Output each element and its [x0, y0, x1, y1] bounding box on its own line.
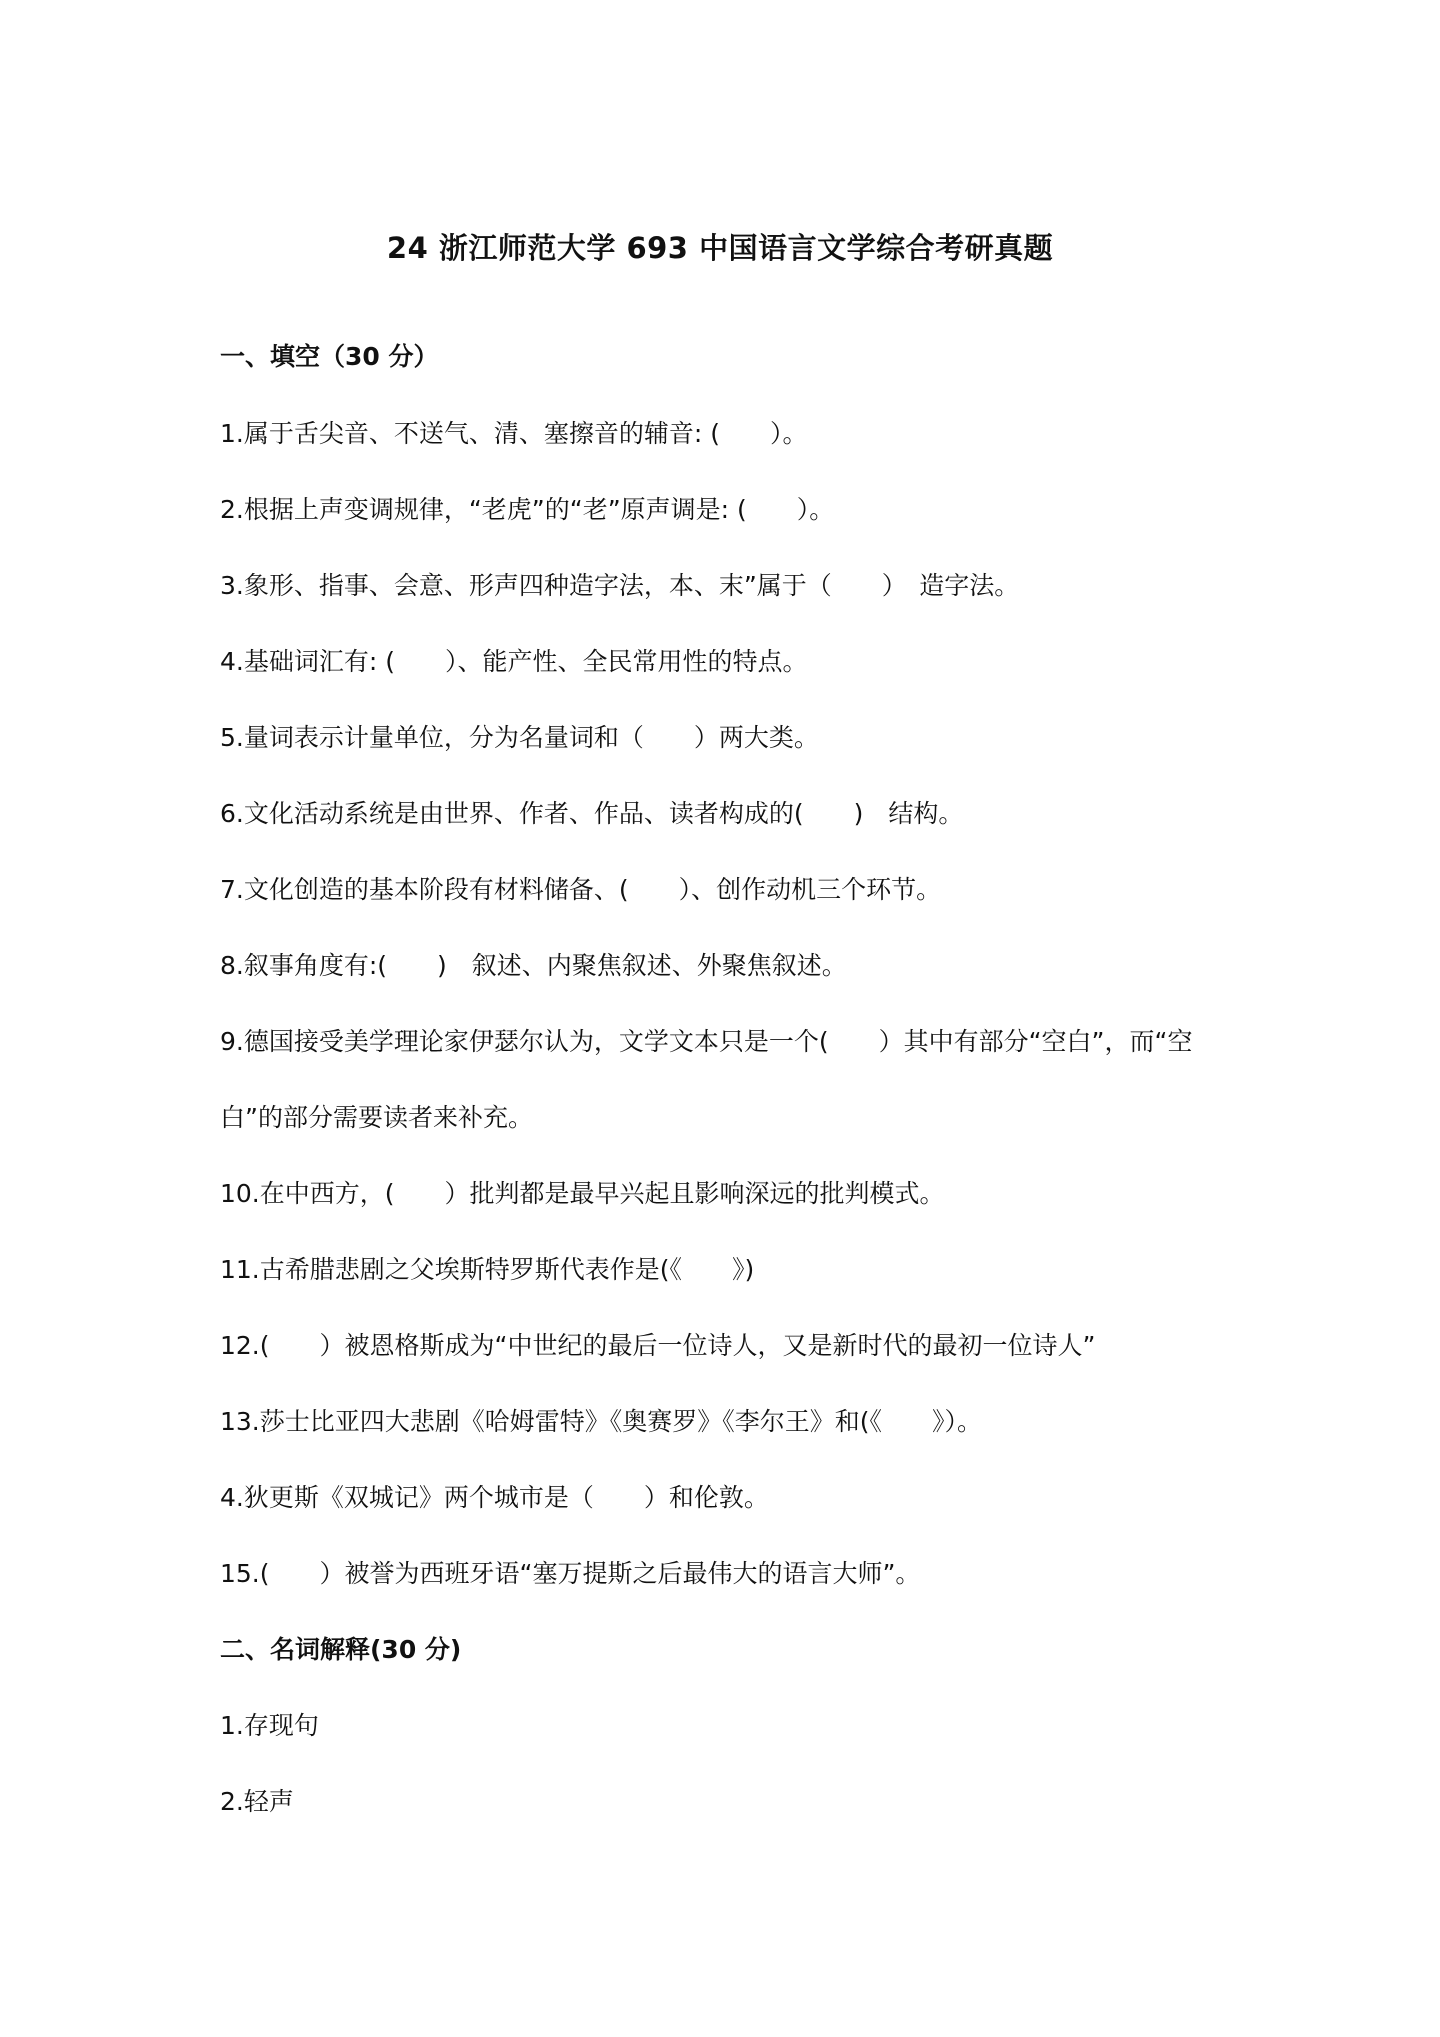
question-item: 6.文化活动系统是由世界、作者、作品、读者构成的( ) 结构。 [220, 799, 964, 828]
question-item: 4.基础词汇有: ( ）、能产性、全民常用性的特点。 [220, 647, 808, 676]
question-item: 15.( ）被誉为西班牙语“塞万提斯之后最伟大的语言大师”。 [220, 1559, 921, 1588]
question-item: 7.文化创造的基本阶段有材料储备、( ）、创作动机三个环节。 [220, 875, 942, 904]
question-item: 2.根据上声变调规律，“老虎”的“老”原声调是: ( ）。 [220, 495, 835, 524]
question-item: 3.象形、指事、会意、形声四种造字法，本、末”属于（ ） 造字法。 [220, 571, 1020, 600]
section-heading-terms: 二、名词解释(30 分) [220, 1635, 462, 1664]
section-heading-fill-in: 一、填空（30 分） [220, 342, 439, 371]
question-item: 12.( ）被恩格斯成为“中世纪的最后一位诗人，又是新时代的最初一位诗人” [220, 1331, 1096, 1360]
question-item: 4.狄更斯《双城记》两个城市是（ ）和伦敦。 [220, 1483, 769, 1512]
question-item: 10.在中西方，( ）批判都是最早兴起且影响深远的批判模式。 [220, 1179, 945, 1208]
question-item: 1.属于舌尖音、不送气、清、塞擦音的辅音: ( ）。 [220, 419, 808, 448]
question-item: 13.莎士比亚四大悲剧《哈姆雷特》《奥赛罗》《李尔王》和(《 》）。 [220, 1407, 983, 1436]
term-item: 1.存现句 [220, 1711, 319, 1740]
term-item: 2.轻声 [220, 1787, 294, 1816]
question-item: 5.量词表示计量单位，分为名量词和（ ）两大类。 [220, 723, 819, 752]
page-title: 24 浙江师范大学 693 中国语言文学综合考研真题 [386, 231, 1054, 265]
question-item: 11.古希腊悲剧之父埃斯特罗斯代表作是(《 》) [220, 1255, 755, 1284]
question-item: 9.德国接受美学理论家伊瑟尔认为，文学文本只是一个( ）其中有部分“空白”，而“空 [220, 1027, 1193, 1056]
question-item-continuation: 白”的部分需要读者来补充。 [220, 1103, 533, 1132]
question-item: 8.叙事角度有:( ) 叙述、内聚焦叙述、外聚焦叙述。 [220, 951, 847, 980]
